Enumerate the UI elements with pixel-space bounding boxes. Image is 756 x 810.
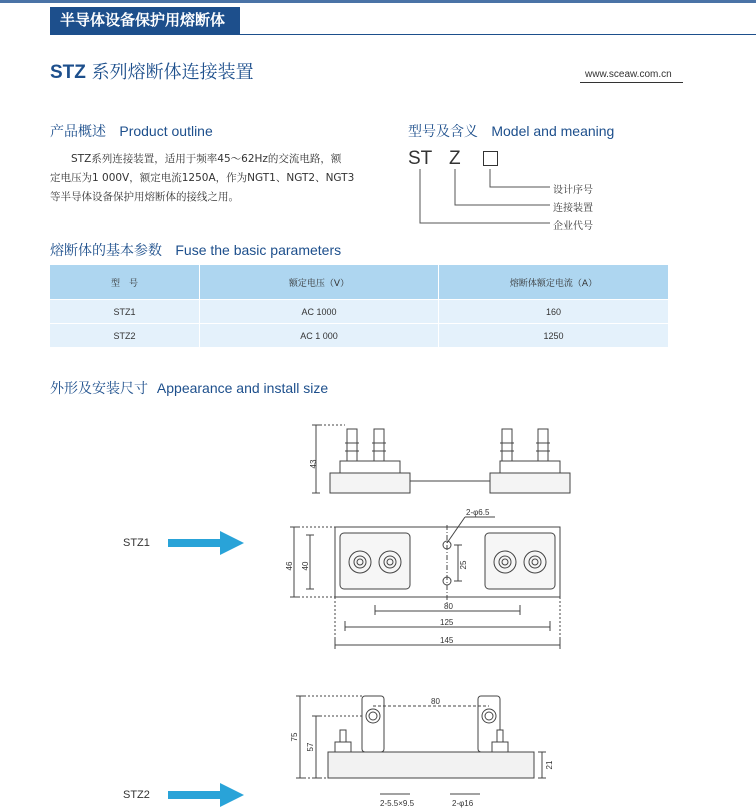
stz2-label: STZ2 — [123, 789, 150, 801]
category-tab: 半导体设备保护用熔断体 — [50, 7, 240, 34]
model-heading-en: Model and meaning — [491, 123, 615, 139]
stz1-arrow-icon — [168, 530, 246, 556]
cell-voltage: AC 1 000 — [200, 324, 439, 348]
stz2-side-view — [280, 690, 570, 810]
cell-current: 160 — [439, 300, 669, 324]
appearance-heading — [50, 378, 328, 398]
header-voltage: 额定电压（V） — [200, 265, 439, 300]
page-title — [50, 58, 254, 84]
dim-stz2-80: 80 — [431, 697, 440, 706]
model-heading — [408, 121, 614, 141]
stz1-top-view — [280, 505, 590, 655]
website-url: www.sceaw.com.cn — [585, 69, 672, 80]
dim-stz2-slot: 2-5.5×9.5 — [380, 799, 415, 808]
dim-stz1-145: 145 — [440, 636, 454, 645]
table-row — [50, 324, 668, 348]
stz2-arrow-icon — [168, 782, 246, 808]
website-rule — [580, 82, 683, 83]
appearance-heading-en: Appearance and install size — [156, 380, 329, 396]
label-connection-device: 连接装置 — [553, 203, 593, 214]
outline-line: STZ系列连接装置，适用于频率45～62Hz的交流电路，额 — [71, 153, 342, 165]
label-company-code: 企业代号 — [553, 221, 593, 232]
cell-current: 1250 — [439, 324, 669, 348]
outline-line: 定电压为1 000V，额定电流1250A，作为NGT1、NGT2、NGT3 — [50, 172, 355, 184]
dim-stz1-125: 125 — [440, 618, 454, 627]
dim-stz2-hole: 2-φ16 — [452, 799, 474, 808]
outline-paragraph — [50, 150, 370, 207]
category-rule — [50, 34, 756, 35]
table-header-row — [50, 265, 668, 300]
dim-stz1-43: 43 — [309, 459, 318, 469]
dim-stz1-40: 40 — [301, 561, 310, 571]
cell-model: STZ2 — [50, 324, 200, 348]
dim-stz2-21: 21 — [545, 760, 554, 770]
title-text: 系列熔断体连接装置 — [85, 62, 254, 83]
model-code-z: Z — [449, 148, 461, 169]
label-design-number: 设计序号 — [553, 185, 593, 196]
stz1-side-view — [300, 415, 590, 500]
outline-heading-cn: 产品概述 — [50, 124, 106, 140]
title-model: STZ — [50, 62, 86, 83]
model-code-st: ST — [408, 148, 433, 169]
cell-model: STZ1 — [50, 300, 200, 324]
outline-heading-en: Product outline — [119, 123, 213, 139]
dim-stz1-25: 25 — [459, 560, 468, 570]
cell-voltage: AC 1000 — [200, 300, 439, 324]
model-leader-lines — [400, 165, 560, 235]
params-heading — [50, 240, 341, 260]
header-current: 熔断体额定电流（A） — [439, 265, 669, 300]
dim-stz1-46: 46 — [285, 561, 294, 571]
model-heading-cn: 型号及含义 — [408, 124, 478, 140]
table-row — [50, 300, 668, 324]
appearance-heading-cn: 外形及安装尺寸 — [50, 381, 148, 397]
params-table — [50, 265, 668, 347]
header-model: 型 号 — [50, 265, 200, 300]
top-rule — [0, 0, 756, 3]
params-heading-en: Fuse the basic parameters — [175, 242, 342, 258]
outline-heading — [50, 121, 213, 141]
dim-stz1-hole: 2-φ6.5 — [466, 508, 490, 517]
outline-line: 等半导体设备保护用熔断体的接线之用。 — [50, 191, 239, 203]
stz1-label: STZ1 — [123, 537, 150, 549]
dim-stz2-75: 75 — [290, 732, 299, 742]
design-number-box — [483, 151, 498, 166]
dim-stz1-80: 80 — [444, 602, 453, 611]
params-heading-cn: 熔断体的基本参数 — [50, 243, 162, 259]
dim-stz2-57: 57 — [306, 742, 315, 752]
